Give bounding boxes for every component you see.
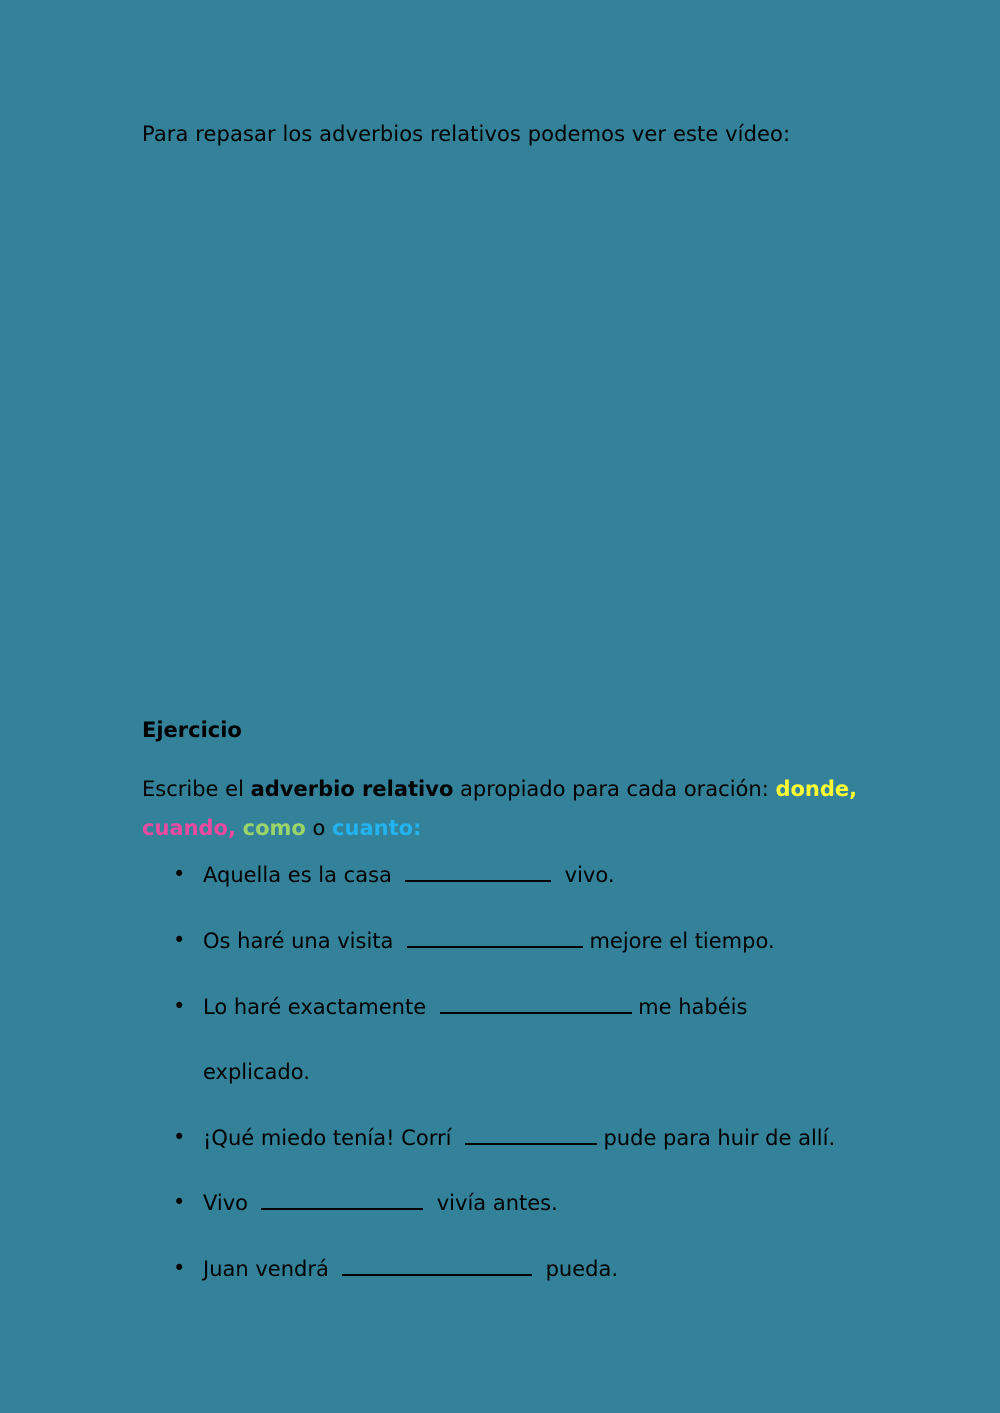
answer-blank[interactable] [440,994,632,1014]
option-donde: donde, [775,777,858,801]
bullet-icon: • [173,928,186,952]
item-text-after: vivo. [557,863,615,887]
item-continuation-text: explicado. [203,1060,310,1084]
option-cuanto: cuanto: [332,816,422,840]
list-item [172,1190,903,1215]
answer-blank[interactable] [261,1190,423,1210]
item-text-before: Vivo [203,1191,255,1215]
option-or: o [305,816,333,840]
answer-blank[interactable] [405,862,551,882]
item-text-after: pude para huir de allí. [596,1126,836,1150]
item-text-before: Juan vendrá [203,1257,336,1281]
item-text-before: ¡Qué miedo tenía! Corrí [203,1126,459,1150]
bullet-icon: • [173,862,186,886]
instructions-text-start: Escribe el [142,777,251,801]
option-cuando: cuando, [142,816,236,840]
item-text-after: vivía antes. [430,1191,558,1215]
item-text-after: me habéis [631,995,748,1019]
video-placeholder[interactable] [142,175,857,675]
list-item-continuation [172,1060,903,1084]
item-text-before: Lo haré exactamente [203,995,433,1019]
answer-blank[interactable] [465,1125,597,1145]
bullet-icon: • [173,1256,186,1280]
intro-text: Para repasar los adverbios relativos podemos ver este vídeo: [142,122,791,146]
bullet-icon: • [173,1125,186,1149]
item-text-before: Aquella es la casa [203,863,399,887]
instructions-text-end: apropiado para cada oración: [453,777,776,801]
option-como: como [242,816,306,840]
exercise-instructions [142,770,872,848]
item-text-after: pueda. [538,1257,619,1281]
list-item [172,928,903,953]
bullet-icon: • [173,994,186,1018]
instructions-bold-term: adverbio relativo [250,777,454,801]
exercise-heading: Ejercicio [142,718,242,742]
bullet-icon: • [173,1190,186,1214]
list-item [172,1256,903,1281]
list-item [172,862,903,887]
answer-blank[interactable] [342,1256,532,1276]
list-item [172,994,903,1019]
item-text-before: Os haré una visita [203,929,401,953]
answer-blank[interactable] [407,928,583,948]
list-item [172,1125,903,1150]
item-text-after: mejore el tiempo. [582,929,775,953]
